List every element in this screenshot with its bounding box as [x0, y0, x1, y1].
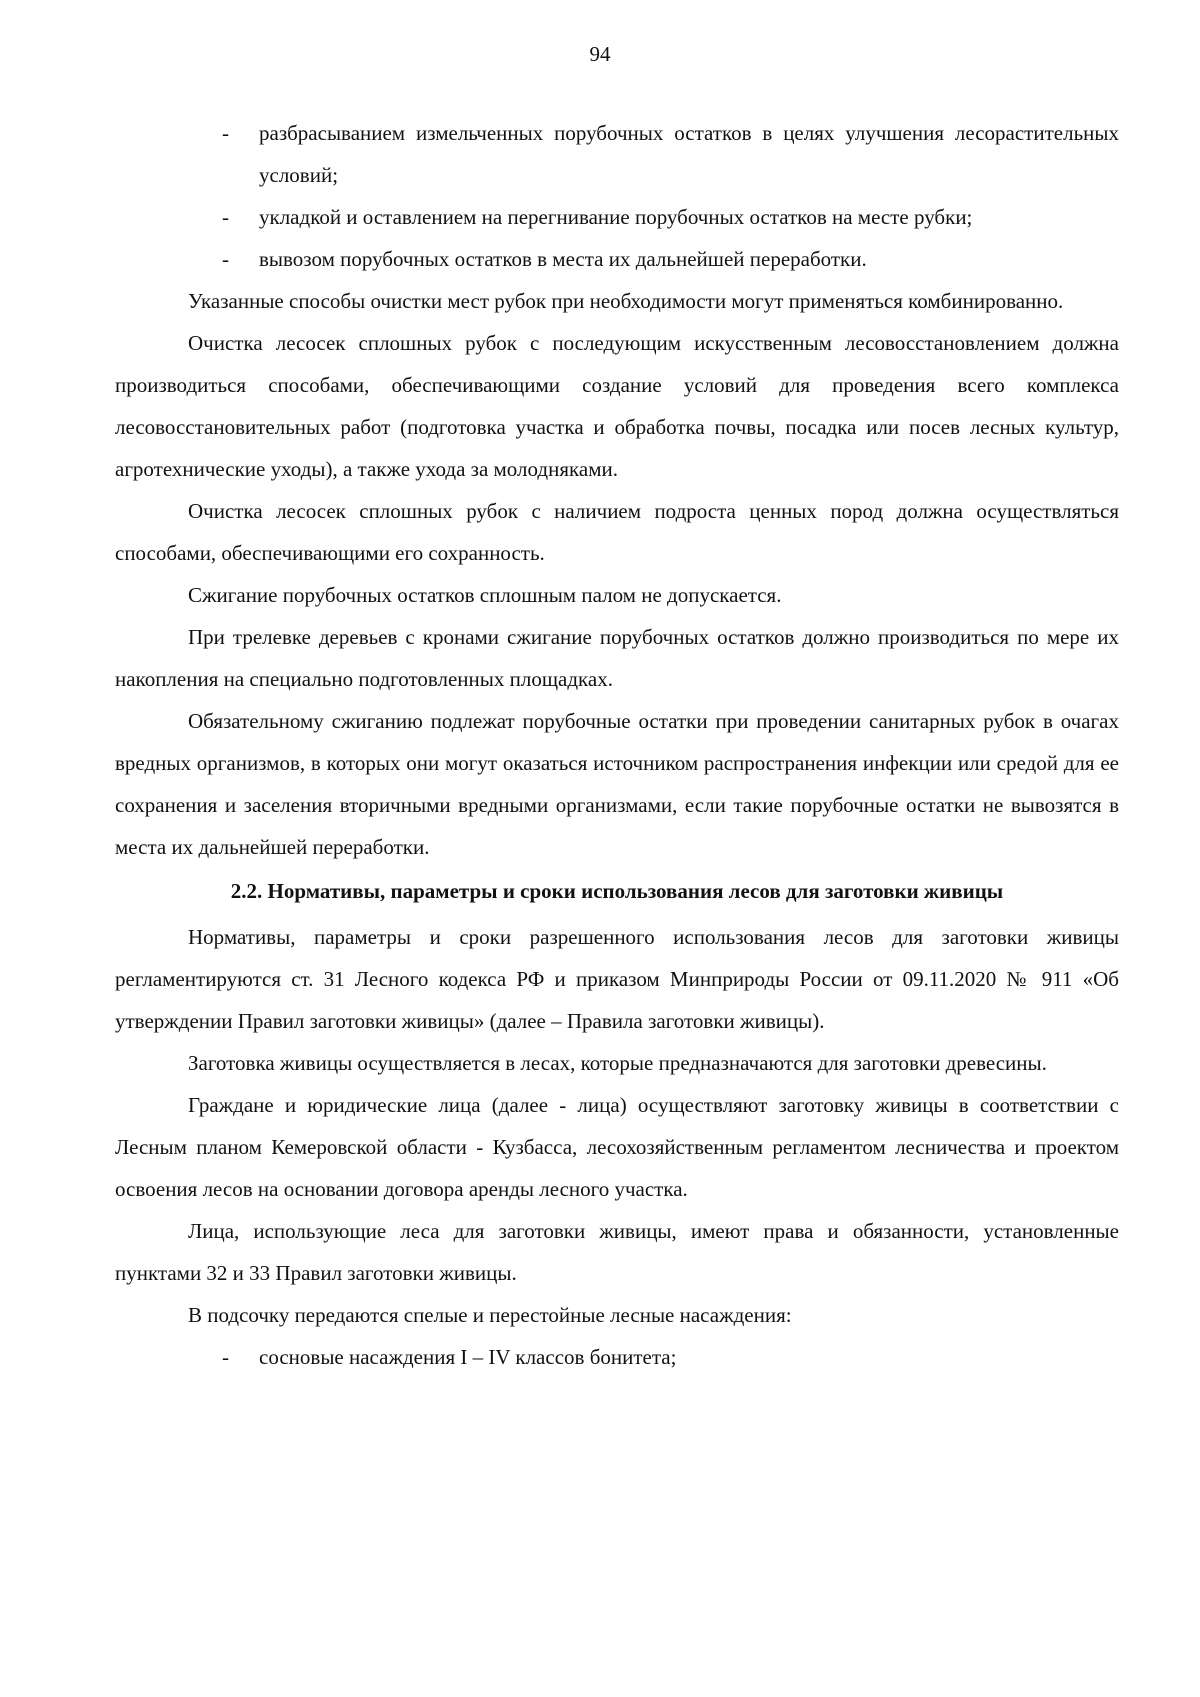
dash-bullet: -: [222, 205, 229, 229]
list-item-text: вывозом порубочных остатков в места их дальнейшей переработки.: [259, 247, 867, 271]
paragraph: Нормативы, параметры и сроки разрешенного использования лесов для заготовки живицы регламентируются ст. 31 Лесного кодекса РФ и приказом Минприроды России от 09.11.2020 № 911 «Об утверждении Правил заготовки живицы» (далее – Правила заготовки живицы).: [115, 925, 1119, 1033]
paragraph: Обязательному сжиганию подлежат порубочные остатки при проведении санитарных рубок в очагах вредных организмов, в которых они могут оказаться источником распространения инфекции или средой для ее сохранения и заселения вторичными вредными организмами, если такие порубочные остатки не вывозятся в места их дальнейшей переработки.: [115, 709, 1119, 859]
bullet-list-top: [115, 112, 1119, 280]
paragraph: Лица, использующие леса для заготовки живицы, имеют права и обязанности, установленные пунктами 32 и 33 Правил заготовки живицы.: [115, 1219, 1119, 1285]
paragraph: Указанные способы очистки мест рубок при необходимости могут применяться комбинированно.: [188, 289, 1064, 313]
dash-bullet: -: [222, 1345, 229, 1369]
list-item-text: сосновые насаждения I – IV классов бонитета;: [259, 1345, 677, 1369]
list-item-text: разбрасыванием измельченных порубочных остатков в целях улучшения лесорастительных условий;: [259, 121, 1119, 187]
page-number: 94: [589, 42, 611, 66]
list-item-text: укладкой и оставлением на перегнивание порубочных остатков на месте рубки;: [259, 205, 973, 229]
list-item: [115, 112, 1119, 196]
paragraph: Очистка лесосек сплошных рубок с последующим искусственным лесовосстановлением должна производиться способами, обеспечивающими создание условий для проведения всего комплекса лесовосстановительных работ (подготовка участка и обработка почвы, посадка или посев лесных культур, агротехнические уходы), а также ухода за молодняками.: [115, 331, 1119, 481]
list-item: [115, 196, 1119, 238]
paragraph: Сжигание порубочных остатков сплошным палом не допускается.: [188, 583, 782, 607]
paragraph: Заготовка живицы осуществляется в лесах, которые предназначаются для заготовки древесины.: [188, 1051, 1047, 1075]
paragraph: При трелевке деревьев с кронами сжигание порубочных остатков должно производиться по мере их накопления на специально подготовленных площадках.: [115, 625, 1119, 691]
page-content: [115, 112, 1119, 1378]
list-item: [115, 238, 1119, 280]
paragraph: Граждане и юридические лица (далее - лица) осуществляют заготовку живицы в соответствии с Лесным планом Кемеровской области - Кузбасса, лесохозяйственным регламентом лесничества и проектом освоения лесов на основании договора аренды лесного участка.: [115, 1093, 1119, 1201]
section-heading: 2.2. Нормативы, параметры и сроки использования лесов для заготовки живицы: [230, 879, 1004, 903]
dash-bullet: -: [222, 121, 229, 145]
dash-bullet: -: [222, 247, 229, 271]
bullet-list-bottom: [115, 1336, 1119, 1378]
paragraph: В подсочку передаются спелые и перестойные лесные насаждения:: [188, 1303, 792, 1327]
paragraph: Очистка лесосек сплошных рубок с наличием подроста ценных пород должна осуществляться способами, обеспечивающими его сохранность.: [115, 499, 1119, 565]
list-item: [115, 1336, 1119, 1378]
